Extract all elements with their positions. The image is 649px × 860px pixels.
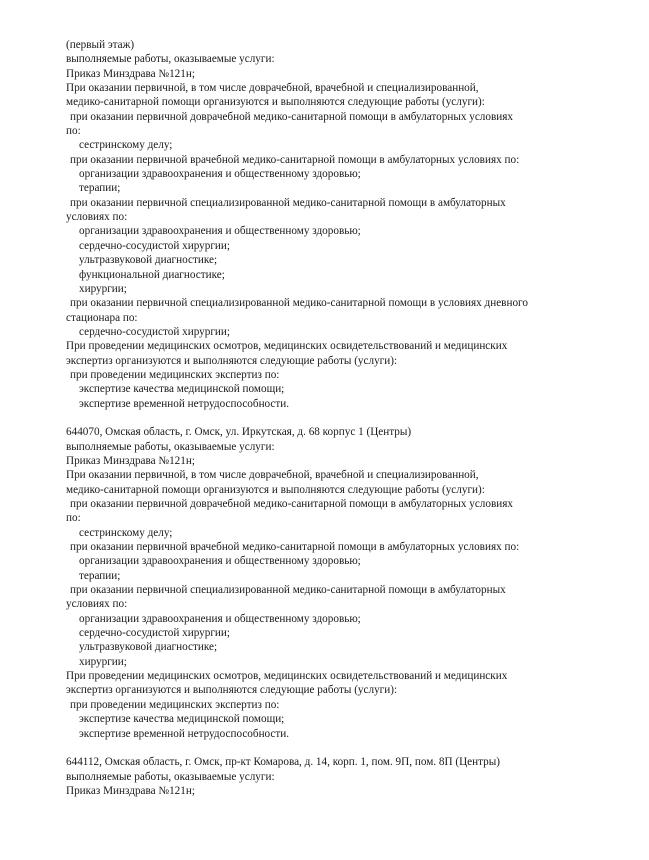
text-line: по:: [66, 512, 81, 525]
text-line: сердечно-сосудистой хирургии;: [79, 627, 231, 640]
text-line: при оказании первичной врачебной медико-санитарной помощи в амбулаторных условиях по:: [70, 541, 520, 554]
text-line: ультразвуковой диагностике;: [79, 641, 218, 654]
text-line: стационара по:: [66, 311, 138, 324]
text-line: экспертизе качества медицинской помощи;: [79, 383, 285, 396]
text-line: при оказании первичной специализированной медико-санитарной помощи в амбулаторных: [70, 584, 506, 597]
text-line: При оказании первичной, в том числе доврачебной, врачебной и специализированной,: [66, 82, 479, 95]
document-body: [66, 38, 626, 798]
text-line: при проведении медицинских экспертиз по:: [70, 698, 280, 711]
text-line: при оказании первичной специализированной медико-санитарной помощи в амбулаторных: [70, 196, 506, 209]
text-line: ультразвуковой диагностике;: [79, 254, 218, 267]
text-line: хирургии;: [79, 655, 127, 668]
text-line: выполняемые работы, оказываемые услуги:: [66, 440, 275, 453]
text-line: экспертиз организуются и выполняются следующие работы (услуги):: [66, 354, 398, 367]
text-line: при проведении медицинских экспертиз по:: [70, 368, 280, 381]
blank-line: [66, 411, 626, 425]
text-line: 644112, Омская область, г. Омск, пр-кт Комарова, д. 14, корп. 1, пом. 9П, пом. 8П (Центры): [66, 756, 500, 769]
text-line: организации здравоохранения и общественному здоровью;: [79, 168, 361, 181]
text-line: экспертизе временной нетрудоспособности.: [79, 397, 290, 410]
text-line: При проведении медицинских осмотров, медицинских освидетельствований и медицинских: [66, 340, 508, 353]
text-line: организации здравоохранения и общественному здоровью;: [79, 225, 361, 238]
text-line: хирургии;: [79, 282, 127, 295]
blank-line: [66, 741, 626, 755]
text-line: экспертиз организуются и выполняются следующие работы (услуги):: [66, 684, 398, 697]
text-line: Приказ Минздрава №121н;: [66, 67, 195, 80]
text-line: организации здравоохранения и общественному здоровью;: [79, 612, 361, 625]
text-line: При проведении медицинских осмотров, медицинских освидетельствований и медицинских: [66, 670, 508, 683]
text-line: При оказании первичной, в том числе доврачебной, врачебной и специализированной,: [66, 469, 479, 482]
text-line: по:: [66, 125, 81, 138]
text-line: экспертизе временной нетрудоспособности.: [79, 727, 290, 740]
text-line: сердечно-сосудистой хирургии;: [79, 239, 231, 252]
text-line: терапии;: [79, 182, 121, 195]
text-line: сестринскому делу;: [79, 139, 173, 152]
text-line: Приказ Минздрава №121н;: [66, 784, 195, 797]
text-line: сестринскому делу;: [79, 526, 173, 539]
text-line: Приказ Минздрава №121н;: [66, 454, 195, 467]
text-line: при оказании первичной врачебной медико-санитарной помощи в амбулаторных условиях по:: [70, 153, 520, 166]
text-line: при оказании первичной доврачебной медико-санитарной помощи в амбулаторных условиях: [70, 498, 513, 510]
text-line: условиях по:: [66, 211, 128, 224]
text-line: 644070, Омская область, г. Омск, ул. Иркутская, д. 68 корпус 1 (Центры): [66, 426, 412, 439]
text-line: организации здравоохранения и общественному здоровью;: [79, 555, 361, 568]
text-line: функциональной диагностике;: [79, 268, 225, 281]
text-line: при оказании первичной специализированной медико-санитарной помощи в условиях дневного: [70, 297, 528, 310]
text-line: медико-санитарной помощи организуются и выполняются следующие работы (услуги):: [66, 96, 485, 109]
text-line: условиях по:: [66, 598, 128, 611]
text-line: (первый этаж): [66, 39, 135, 51]
text-line: сердечно-сосудистой хирургии;: [79, 325, 231, 338]
text-line: терапии;: [79, 569, 121, 582]
text-line: выполняемые работы, оказываемые услуги:: [66, 53, 275, 66]
text-line: выполняемые работы, оказываемые услуги:: [66, 770, 275, 783]
text-line: медико-санитарной помощи организуются и выполняются следующие работы (услуги):: [66, 483, 485, 496]
text-line: при оказании первичной доврачебной медико-санитарной помощи в амбулаторных условиях: [70, 110, 513, 123]
text-line: экспертизе качества медицинской помощи;: [79, 713, 285, 726]
